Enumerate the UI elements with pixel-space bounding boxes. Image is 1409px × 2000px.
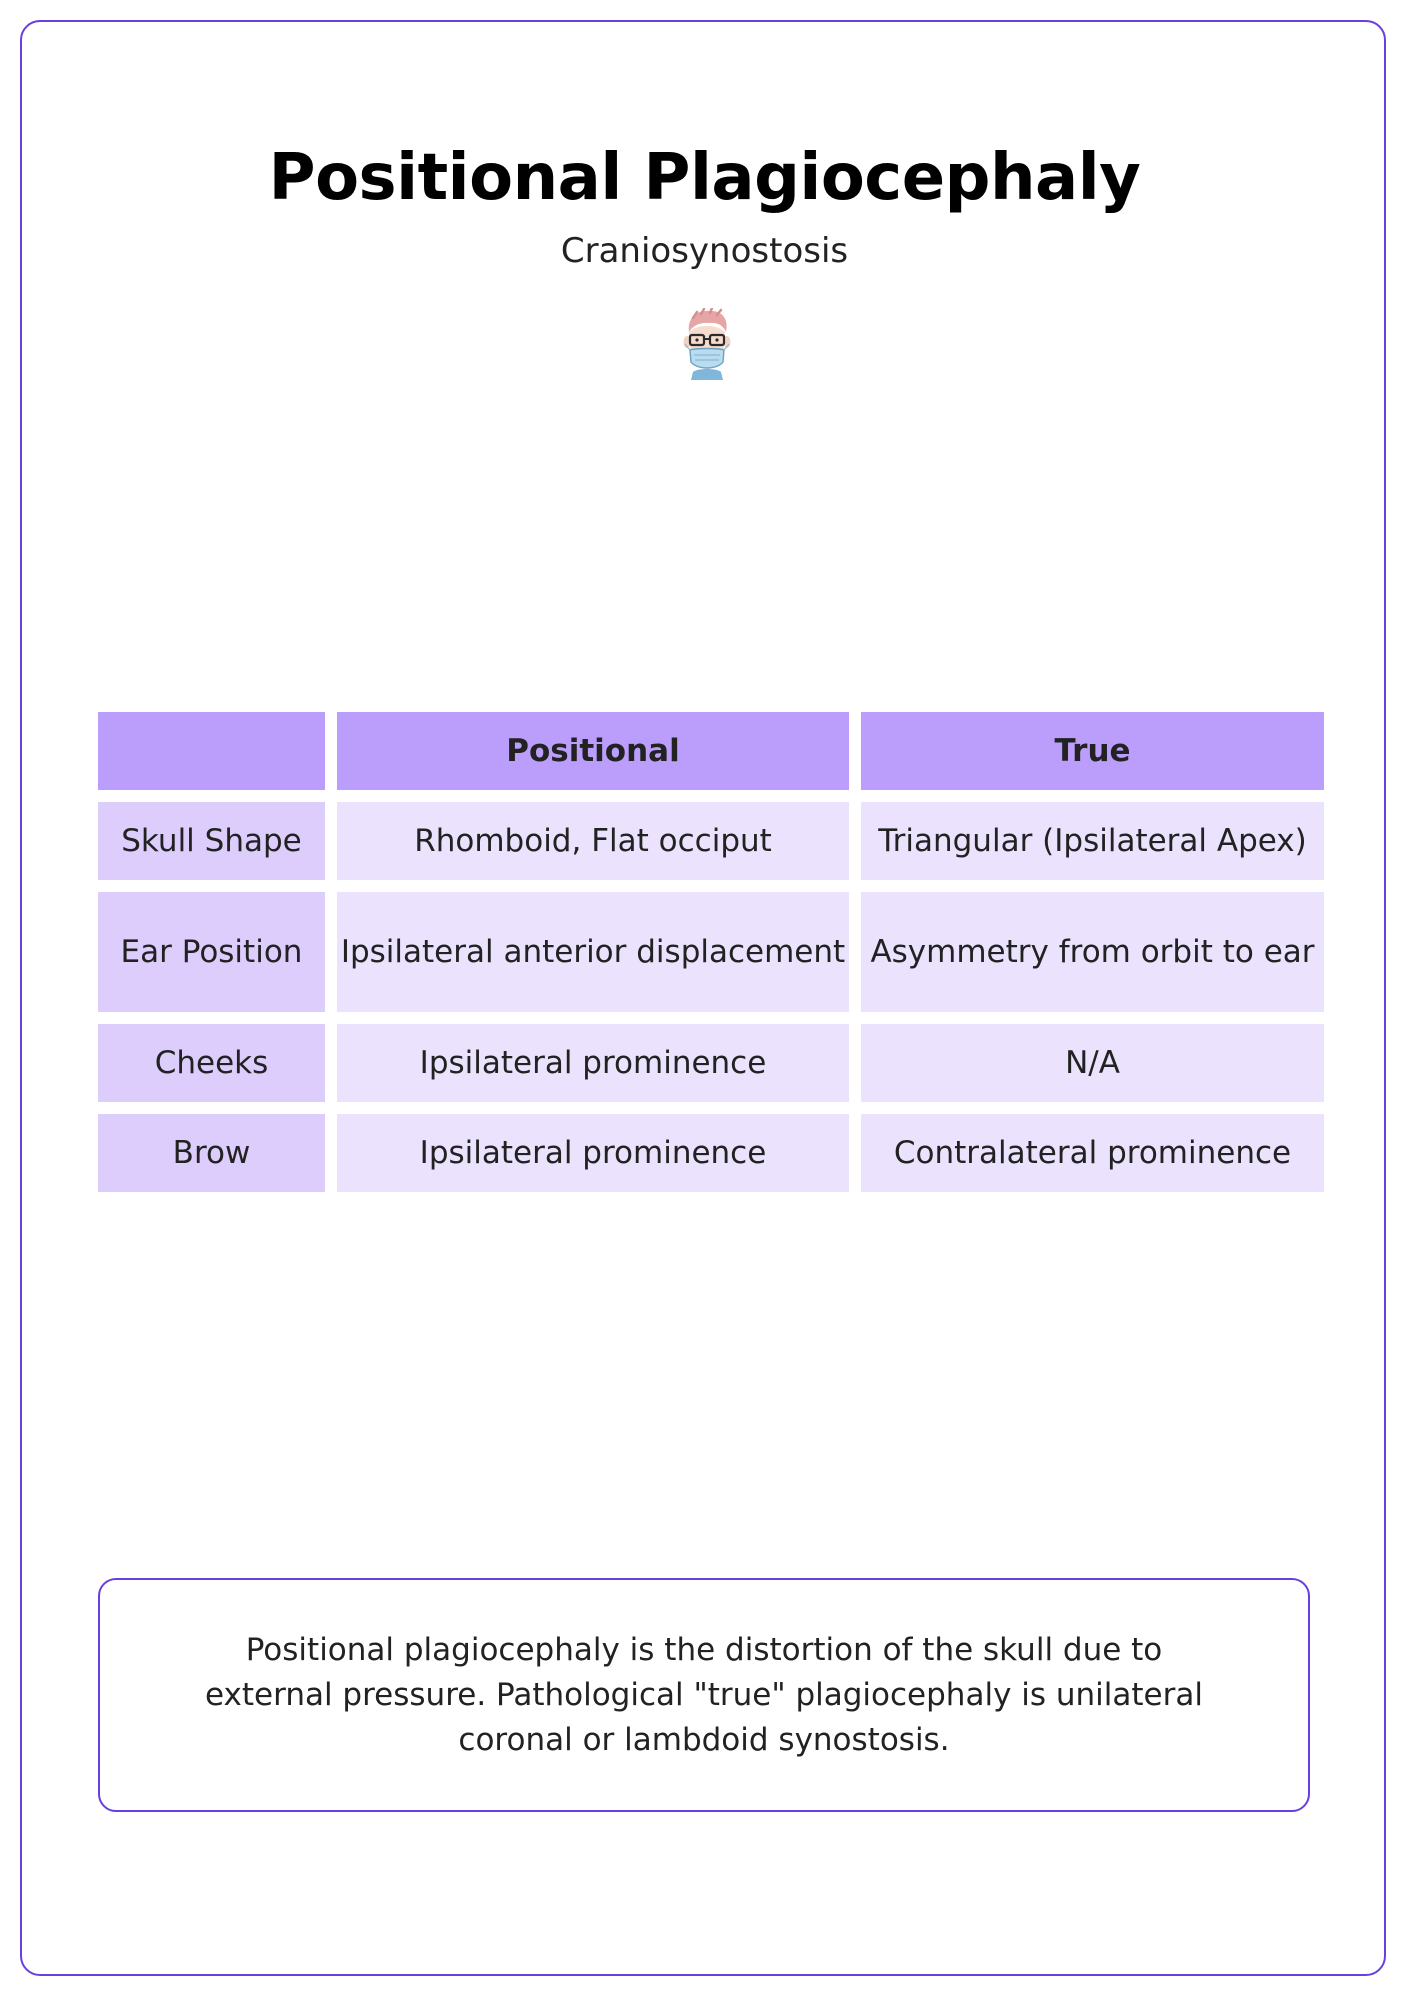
cell-positional: Ipsilateral prominence — [337, 1114, 849, 1192]
page-title: Positional Plagiocephaly — [268, 141, 1141, 215]
table-row — [98, 802, 1324, 880]
table-row — [98, 1114, 1324, 1192]
page-subtitle: Craniosynostosis — [560, 231, 849, 271]
cell-true: Asymmetry from orbit to ear — [861, 892, 1324, 1012]
summary-note-box — [98, 1578, 1310, 1812]
comparison-table — [86, 700, 1336, 1204]
doctor-avatar-icon — [679, 308, 735, 380]
header-cell-empty — [98, 712, 325, 790]
table-row — [98, 1024, 1324, 1102]
summary-note-text: Positional plagiocephaly is the distortion of the skull due to external pressure. Pathological "true" plagiocephaly is unilateral coronal or lambdoid synostosis. — [205, 1631, 1203, 1758]
cell-true: N/A — [861, 1024, 1324, 1102]
row-label: Cheeks — [98, 1024, 325, 1102]
table-row — [98, 892, 1324, 1012]
row-label: Skull Shape — [98, 802, 325, 880]
row-label: Ear Position — [98, 892, 325, 1012]
table-header-row — [98, 712, 1324, 790]
cell-positional: Rhomboid, Flat occiput — [337, 802, 849, 880]
row-label: Brow — [98, 1114, 325, 1192]
cell-positional: Ipsilateral prominence — [337, 1024, 849, 1102]
cell-true: Triangular (Ipsilateral Apex) — [861, 802, 1324, 880]
header-cell-positional: Positional — [337, 712, 849, 790]
cell-true: Contralateral prominence — [861, 1114, 1324, 1192]
header-cell-true: True — [861, 712, 1324, 790]
cell-positional: Ipsilateral anterior displacement — [337, 892, 849, 1012]
